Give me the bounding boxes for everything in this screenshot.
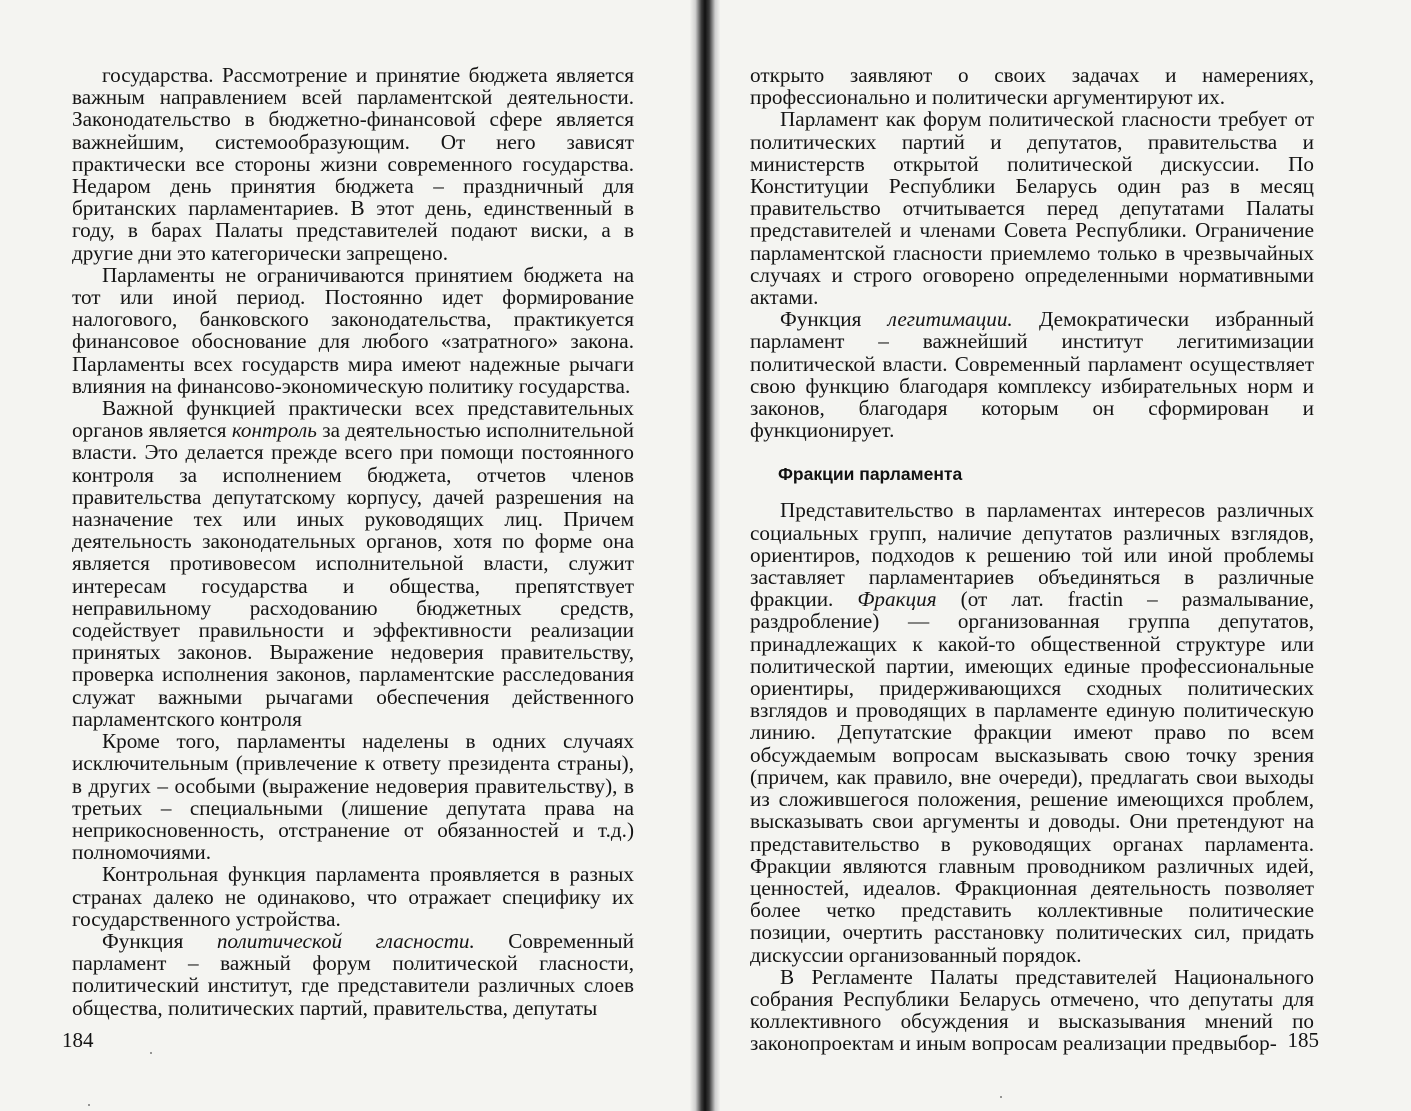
right-paragraphs-before xyxy=(750,64,1314,441)
italic-term: контроль xyxy=(231,418,317,443)
paragraph xyxy=(72,863,634,930)
italic-term: политической гласности. xyxy=(216,928,475,953)
paragraph xyxy=(750,64,1314,108)
right-paragraphs-after xyxy=(750,499,1314,1054)
paragraph xyxy=(750,499,1314,965)
text-run: Парламент как форум политической гласности требует от политических партий и депутатов, правительства и министерств открытой политической дискуссии. По Конституции Республики Беларусь один раз в месяц правительство отчитывается перед депутатами Палаты представителей и членами Совета Республики. Ограничение парламентской гласности приемлемо только в чрезвычайных случаях и строго оговорено определенными нормативными актами. xyxy=(750,107,1314,310)
text-run: Важной функцией практически всех представительных органов является xyxy=(72,396,634,443)
paragraph xyxy=(72,397,634,730)
book-spine-gutter xyxy=(690,0,720,1111)
paragraph xyxy=(72,264,634,397)
text-run: Демократически избранный парламент – важнейший институт легитимизации политической власти. Современный парламент осуществляет свою функцию благодаря комплексу избирательных норм и законов, благодаря которым он сформирован и функционирует. xyxy=(750,307,1314,443)
section-heading: Фракции парламента xyxy=(778,464,963,485)
paragraph xyxy=(72,730,634,863)
text-run: государства. Рассмотрение и принятие бюджета является важным направлением всей парламентской деятельности. Законодательство в бюджетно-финансовой сфере является важнейшим, системообразующим. От него зависят практически все стороны жизни современного государства. Недаром день принятия бюджета – праздничный для британских парламентариев. В этот день, единственный в году, в барах Палаты представителей подают виски, а в другие дни это категорически запрещено. xyxy=(72,63,634,265)
text-run: Парламенты не ограничиваются принятием бюджета на тот или иной период. Постоянно идет формирование налогового, банковского законодательства, практикуется финансовое обоснование для любого «затратного» закона. Парламенты всех государств мира имеют надежные рычаги влияния на финансово-экономическую политику государства. xyxy=(72,262,634,398)
text-run: Функция xyxy=(780,307,888,332)
paragraph xyxy=(72,64,634,264)
paragraph xyxy=(72,930,634,1019)
text-run: Кроме того, парламенты наделены в одних случаях исключительным (привлечение к ответу президента страны), в других – особыми (выражение недоверия правительству), в третьих – специальными (лишение депутата права на неприкосновенность, отстранение от обязанностей и т.д.) полномочиями. xyxy=(72,729,634,865)
text-run: открыто заявляют о своих задачах и намерениях, профессионально и политически аргументируют их. xyxy=(750,63,1314,110)
page-number-left: 184 xyxy=(62,1028,94,1052)
text-run: Современный парламент – важный форум политической гласности, политический институт, где представители различных слоев общества, политических партий, правительства, депутаты xyxy=(72,928,634,1020)
scan-speck xyxy=(1000,1096,1002,1098)
paragraph xyxy=(750,308,1314,441)
text-run: В Регламенте Палаты представителей Национального собрания Республики Беларусь отмечено, что депутаты для коллективного обсуждения и высказывания мнений по законопроектам и иным вопросам реализации предвыбор- xyxy=(750,964,1314,1056)
text-run: за деятельностью исполнительной власти. Это делается прежде всего при помощи постоянного контроля за исполнением бюджета, отчетов членов правительства депутатскому корпусу, дачей разрешения на назначение тех или иных руководящих лиц. Причем деятельность законодательных органов, хотя по форме она является противовесом исполнительной власти, служит интересам государства и общества, препятствует неправильному расходованию бюджетных средств, содействует правильности и эффективности реализации принятых законов. Выражение недоверия правительству, проверка исполнения законов, парламентские расследования служат важными рычагами обеспечения действенного парламентского контроля xyxy=(72,418,634,731)
paragraph xyxy=(750,966,1314,1055)
right-page xyxy=(720,0,1411,1111)
scan-speck xyxy=(88,1104,90,1106)
text-run: Представительство в парламентах интересов различных социальных групп, наличие депутатов различных взглядов, ориентиров, подходов к решению той или иной проблемы заставляет парламентариев объединяться в различные фракции. xyxy=(750,498,1314,612)
paragraph xyxy=(750,108,1314,308)
italic-term: легитимации. xyxy=(887,307,1013,332)
page-number-right: 185 xyxy=(1287,1028,1319,1052)
scan-speck xyxy=(150,1052,152,1054)
left-page-text xyxy=(72,64,634,1019)
italic-term: Фракция xyxy=(857,587,937,612)
text-run: (от лат. fractin – размалывание, раздробление) — организованная группа депутатов, принадлежащих к какой-то общественной структуре или политической партии, имеющих единые профессиональные ориентиры, придерживающихся сходных политических взглядов и проводящих в парламенте единую политическую линию. Депутатские фракции имеют право по всем обсуждаемым вопросам высказывать свою точку зрения (причем, как правило, вне очереди), предлагать свои выходы из сложившегося положения, решение имеющихся проблем, высказывать свои аргументы и доводы. Они претендуют на представительство в руководящих органах парламента. Фракции являются главным проводником различных идей, ценностей, идеалов. Фракционная деятельность позволяет более четко представить коллективные политические позиции, очертить расстановку политических сил, придать дискуссии организованный порядок. xyxy=(750,587,1314,967)
left-page xyxy=(0,0,690,1111)
text-run: Контрольная функция парламента проявляется в разных странах далеко не одинаково, что отражает специфику их государственного устройства. xyxy=(72,862,634,931)
text-run: Функция xyxy=(102,928,217,953)
right-page-text xyxy=(750,64,1314,1055)
